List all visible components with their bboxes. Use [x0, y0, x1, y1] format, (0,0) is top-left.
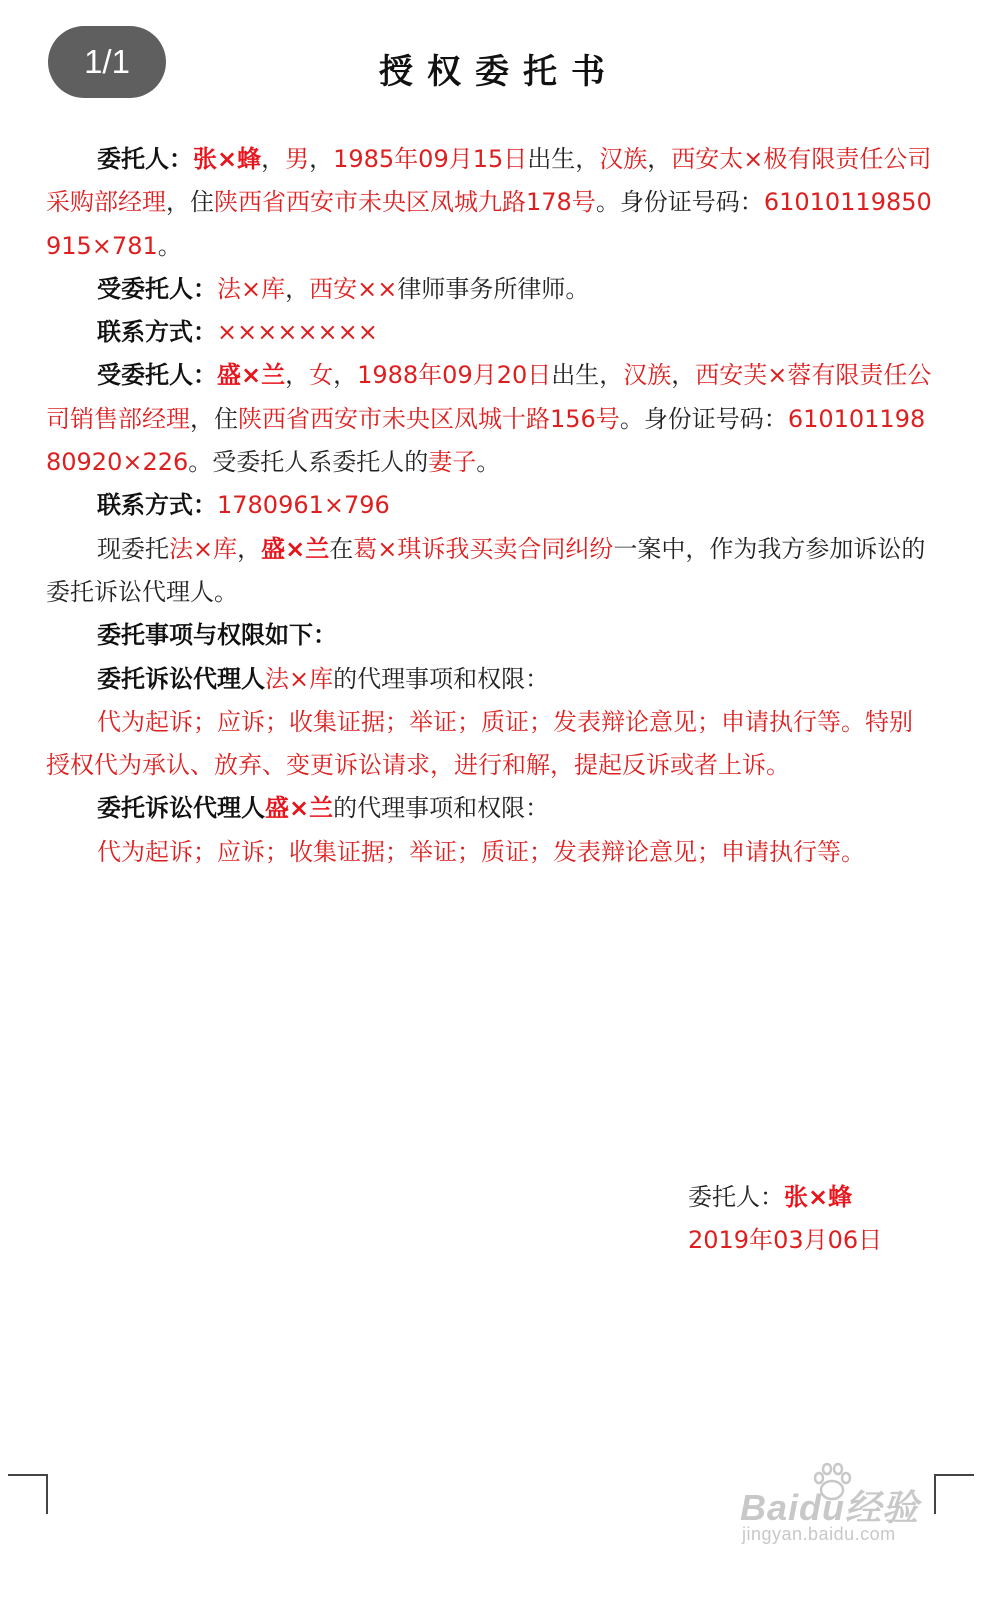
principal-name: 张×蜂: [193, 145, 262, 173]
baidu-jingyan-watermark: [740, 1462, 940, 1552]
agent2-relation: 妻子: [428, 448, 477, 477]
signature-name: 张×蜂: [784, 1183, 853, 1211]
agent2-ethnicity: 汉族: [623, 361, 672, 390]
principal-paragraph: 委托人：张×蜂，男，1985年09月15日出生，汉族，西安太×极有限责任公司采购部经理，住陕西省西安市未央区凤城九路178号。身份证号码：61010119850915×781。: [46, 145, 932, 260]
agent2-paragraph: 受委托人：盛×兰，女，1988年09月20日出生，汉族，西安芙×蓉有限责任公司销售部经理，住陕西省西安市未央区凤城十路156号。身份证号码：61010119880920×226。受委托人系委托人的妻子。: [46, 361, 932, 477]
scope1-agent-name: 法×库: [265, 664, 334, 693]
principal-ethnicity: 汉族: [599, 145, 648, 173]
scope2-powers: 代为起诉；应诉；收集证据；举证；质证；发表辩论意见；申请执行等。: [97, 837, 865, 866]
agent2-gender: 女: [309, 361, 334, 390]
agent1-org: 西安××: [309, 274, 398, 303]
signature-date: 2019年03月06日: [688, 1226, 883, 1254]
agent2-contact: 1780961×796: [217, 491, 390, 520]
agent1-contact-label: 联系方式：: [97, 318, 217, 347]
agent2-contact-label: 联系方式：: [97, 491, 217, 520]
agent2-id-number: 61010119880920×226: [46, 404, 926, 477]
entrust-agent2-name: 盛×兰: [261, 534, 330, 563]
entrust-paragraph: 现委托法×库，盛×兰在葛×琪诉我买卖合同纠纷一案中，作为我方参加诉讼的委托诉讼代理人。: [46, 534, 926, 606]
principal-position: 西安太×极有限责任公司采购部经理: [46, 145, 932, 217]
principal-label: 委托人：: [97, 145, 193, 173]
crop-mark-right: [934, 1474, 974, 1514]
entrust-agent1-name: 法×库: [169, 534, 238, 563]
watermark-brand: Baidu经验: [740, 1487, 920, 1528]
agent1-role: 律师事务所律师: [397, 274, 566, 303]
scope1-powers: 代为起诉；应诉；收集证据；举证；质证；发表辩论意见；申请执行等。特别授权代为承认、放弃、变更诉讼请求，进行和解，提起反诉或者上诉。: [46, 707, 913, 780]
scope2-agent-name: 盛×兰: [265, 794, 334, 823]
agent1-paragraph: 受委托人：法×库，西安××律师事务所律师。: [97, 274, 590, 303]
signature-block: [688, 1176, 882, 1262]
agent2-contact-line: [46, 484, 932, 527]
principal-address: 陕西省西安市未央区凤城九路178号: [214, 188, 596, 217]
agent1-contact-line: [46, 311, 932, 354]
entrust-case: 葛×琪诉我买卖合同纠纷: [353, 534, 614, 563]
agent1-name: 法×库: [217, 274, 286, 303]
crop-mark-left: [8, 1474, 48, 1514]
agent2-name: 盛×兰: [217, 361, 286, 390]
principal-birth-date: 1985年09月15日: [333, 145, 528, 173]
agent2-birth-date: 1988年09月20日: [357, 361, 552, 390]
scope1-heading: 委托诉讼代理人法×库的代理事项和权限：: [97, 664, 550, 693]
agent2-address: 陕西省西安市未央区凤城十路156号: [238, 404, 620, 433]
agent2-id-label: 身份证号码：: [643, 404, 788, 433]
agent2-position: 西安芙×蓉有限责任公司销售部经理: [46, 361, 932, 433]
document-body: [46, 138, 932, 874]
watermark-url: jingyan.baidu.com: [742, 1524, 896, 1544]
agent1-label: 受委托人：: [97, 274, 217, 303]
principal-gender: 男: [285, 145, 310, 173]
signature-label: 委托人：: [688, 1183, 784, 1211]
document-title: 授权委托书: [379, 52, 619, 92]
agent1-contact: ××××××××: [217, 318, 378, 347]
scope-heading: 委托事项与权限如下：: [97, 621, 337, 650]
agent2-label: 受委托人：: [97, 361, 217, 390]
page-indicator: 1/1: [48, 26, 166, 98]
principal-id-number: 61010119850915×781: [46, 188, 932, 260]
principal-id-label: 身份证号码：: [619, 188, 764, 217]
signature-line: [688, 1176, 882, 1219]
scope2-heading: 委托诉讼代理人盛×兰的代理事项和权限：: [97, 794, 550, 823]
